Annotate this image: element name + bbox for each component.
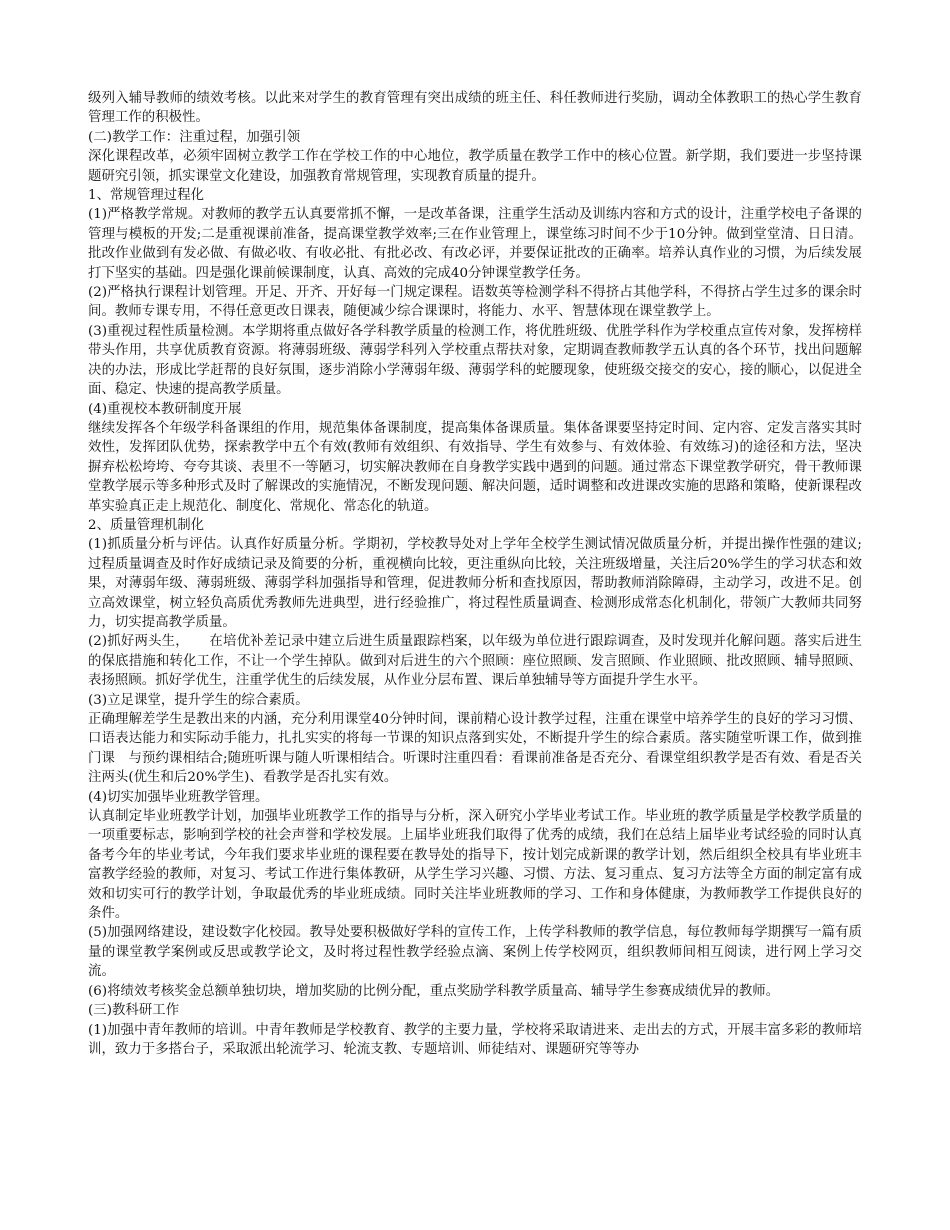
paragraph-16: (5)加强网络建设，建设数字化校园。教导处要积极做好学科的宣传工作，上传学科教师的教学信息，每位教师每学期撰写一篇有质量的课堂教学案例或反思或教学论文，及时将过程性教学经验点滴、案例上传学校网页，组织教师间相互阅读，进行网上学习交流。 <box>88 925 862 980</box>
paragraph-17: (6)将绩效考核奖金总额单独切块，增加奖励的比例分配，重点奖励学科教学质量高、辅导学生参赛成绩优异的教师。 <box>88 983 780 999</box>
paragraph-4: (1)严格教学常规。对教师的教学五认真要常抓不懈，一是改革备课，注重学生活动及训练内容和方式的设计，注重学校电子备课的管理与模板的开发;二是重视课前准备，提高课堂教学效率;三在作业管理上，课堂练习时间不少于10分钟。做到堂堂清、日日清。批改作业做到有发必做、有做必收、有收必批、有批必改、有改必评，并要保证批改的正确率。培养认真作业的习惯，为后续发展打下坚实的基础。四是强化课前候课制度，认真、高效的完成40分钟课堂教学任务。 <box>88 207 862 281</box>
subheading-graduating-class: (4)切实加强毕业班教学管理。 <box>88 789 269 805</box>
paragraph-0: 级列入辅导教师的绩效考核。以此来对学生的教育管理有突出成绩的班主任、科任教师进行奖励，调动全体教职工的热心学生教育管理工作的积极性。 <box>88 91 862 126</box>
paragraph-8: 继续发挥各个年级学科备课组的作用，规范集体备课制度，提高集体备课质量。集体备课要坚持定时间、定内容、定发言落实其时效性，发挥团队优势，探索教学中五个有效(教师有效组织、有效指导、学生有效参与、有效体验、有效练习)的途径和方法，坚决摒弃松松垮垮、夸夸其谈、表里不一等陋习，切实解决教师在自身教学实践中遇到的问题。通过常态下课堂教学研究，骨干教师课堂教学展示等多种形式及时了解课改的实施情况，不断发现问题、解决问题，适时调整和改进课改实施的思路和策略，使新课程改革实验真正走上规范化、制度化、常规化、常态化的轨道。 <box>88 420 862 514</box>
section-heading-teaching-work: (二)教学工作：注重过程，加强引领 <box>88 129 301 145</box>
paragraph-19: (1)加强中青年教师的培训。中青年教师是学校教育、教学的主要力量，学校将采取请进来、走出去的方式，开展丰富多彩的教师培训，致力于多搭台子，采取派出轮流学习、轮流支教、专题培训、师徒结对、课题研究等等办 <box>88 1022 862 1057</box>
paragraph-6: (3)重视过程性质量检测。本学期将重点做好各学科教学质量的检测工作，将优胜班级、优胜学科作为学校重点宣传对象，发挥榜样带头作用，共享优质教育资源。将薄弱班级、薄弱学科列入学校重点帮扶对象，定期调查教师教学五认真的各个环节，找出问题解决的办法，形成比学赶帮的良好氛围，逐步消除小学薄弱年级、薄弱学科的蛇腰现象，使班级交接交的安心，接的顺心，以促进全面、稳定、快速的提高教学质量。 <box>88 323 862 398</box>
paragraph-13: 正确理解差学生是教出来的内涵，充分利用课堂40分钟时间，课前精心设计教学过程，注重在课堂中培养学生的良好的学习习惯、口语表达能力和实际动手能力，扎扎实实的将每一节课的知识点落到实处，不断提升学生的综合素质。落实随堂听课工作，做到推门课 与预约课相结合;随班听课与随人听课相结合。听课时注重四看：看课前准备是否充分、看课堂组织教学是否有效、看是否关注两头(优生和后20%学生)、看教学是否扎实有效。 <box>88 712 862 786</box>
subheading-school-research: (4)重视校本教研制度开展 <box>88 401 242 417</box>
section-heading-research-work: (三)教科研工作 <box>88 1003 180 1019</box>
paragraph-15: 认真制定毕业班教学计划，加强毕业班教学工作的指导与分析，深入研究小学毕业考试工作。毕业班的教学质量是学校教学质量的一项重要标志，影响到学校的社会声誉和学校发展。上届毕业班我们取得了优秀的成绩，我们在总结上届毕业考试经验的同时认真备考今年的毕业考试，今年我们要求毕业班的课程要在教导处的指导下，按计划完成新课的教学计划，然后组织全校具有毕业班丰富教学经验的教师，对复习、考试工作进行集体教研，从学生学习兴趣、习惯、方法、复习重点、复习方法等全方面的制定富有成效和切实可行的教学计划，争取最优秀的毕业班成绩。同时关注毕业班教师的学习、工作和身体健康，为教师教学工作提供良好的条件。 <box>88 809 862 922</box>
paragraph-11: (2)抓好两头生， 在培优补差记录中建立后进生质量跟踪档案，以年级为单位进行跟踪调查，及时发现并化解问题。落实后进生的保底措施和转化工作，不让一个学生掉队。做到对后进生的六个照顾：座位照顾、发言照顾、作业照顾、批改照顾、辅导照顾、表扬照顾。抓好学优生，注重学优生的后续发展，从作业分层布置、课后单独辅导等方面提升学生水平。 <box>88 634 862 689</box>
subheading-quality-management: 2、质量管理机制化 <box>88 517 205 533</box>
paragraph-5: (2)严格执行课程计划管理。开足、开齐、开好每一门规定课程。语数英等检测学科不得挤占其他学科，不得挤占学生过多的课余时间。教师专课专用，不得任意更改日课表，随便减少综合课课时，将能力、水平、智慧体现在课堂教学上。 <box>88 285 862 320</box>
paragraph-10: (1)抓质量分析与评估。认真作好质量分析。学期初，学校教导处对上学年全校学生测试情况做质量分析，并提出操作性强的建议;过程质量调查及时作好成绩记录及简要的分析，重视横向比较，更注重纵向比较，关注班级增量，关注后20%学生的学习状态和效果，对薄弱年级、薄弱班级、薄弱学科加强指导和管理，促进教师分析和查找原因，帮助教师消除障碍，主动学习，改进不足。创立高效课堂，树立轻负高质优秀教师先进典型，进行经验推广，将过程性质量调查、检测形成常态化机制化，带领广大教师共同努力，切实提高教学质量。 <box>88 537 862 630</box>
document-page <box>88 89 862 1059</box>
subheading-classroom: (3)立足课堂，提升学生的综合素质。 <box>88 692 309 708</box>
paragraph-2: 深化课程改革，必须牢固树立教学工作在学校工作的中心地位，教学质量在教学工作中的核心位置。新学期，我们要进一步坚持课题研究引领，抓实课堂文化建设，加强教育常规管理，实现教育质量的提升。 <box>88 149 862 184</box>
subheading-routine-management: 1、常规管理过程化 <box>88 188 205 204</box>
